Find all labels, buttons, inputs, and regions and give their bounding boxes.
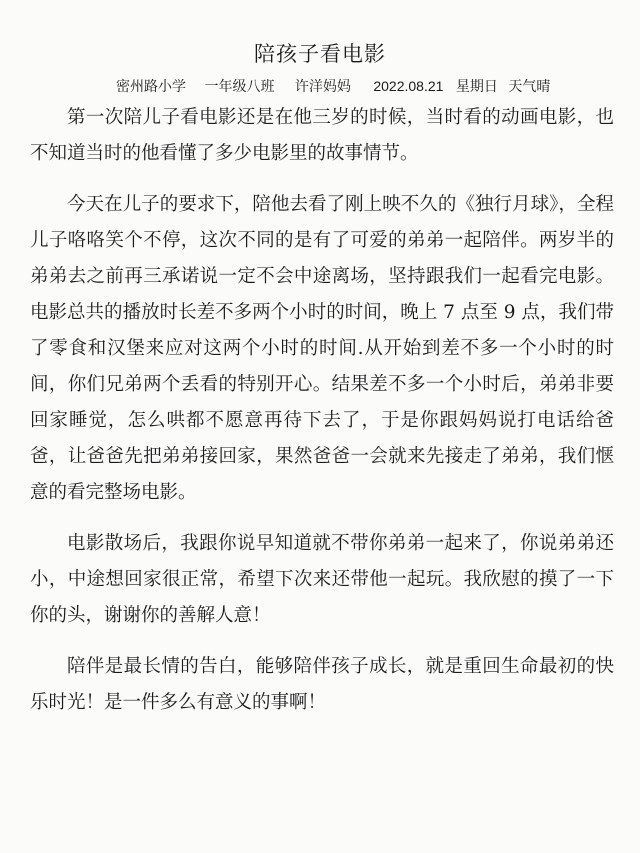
paragraph: 今天在儿子的要求下，陪他去看了刚上映不久的《独行月球》，全程儿子咯咯笑个不停，这次不同的是有了可爱的弟弟一起陪伴。两岁半的弟弟去之前再三承诺说一定不会中途离场，坚持跟我们一起看完电影。电影总共的播放时长差不多两个小时的时间，晚上 7 点至 9 点，我们带了零食和汉堡来应对这两个小时的时间.从开始到差不多一个小时的时间，你们兄弟两个丢看的特别开心。结果差不多一个小时后，弟弟非要回家睡觉，怎么哄都不愿意再待下去了，于是你跟妈妈说打电话给爸爸，让爸爸先把弟弟接回家，果然爸爸一会就来先接走了弟弟，我们惬意的看完整场电影。 [30, 194, 614, 503]
essay-title: 陪孩子看电影 [254, 42, 386, 66]
meta-class: 一年级八班 [204, 79, 275, 95]
meta-school: 密州路小学 [116, 79, 186, 95]
paragraph: 第一次陪儿子看电影还是在他三岁的时候，当时看的动画电影，也不知道当时的他看懂了多少电影里的故事情节。 [30, 107, 614, 164]
meta-weather: 天气晴 [508, 79, 551, 95]
paragraph: 陪伴是最长情的告白，能够陪伴孩子成长，就是重回生命最初的快乐时光！是一件多么有意义的事啊！ [30, 656, 614, 713]
paragraph: 电影散场后，我跟你说早知道就不带你弟弟一起来了，你说弟弟还小，中途想回家很正常，希望下次来还带他一起玩。我欣慰的摸了一下你的头，谢谢你的善解人意！ [30, 533, 614, 626]
meta-date: 2022.08.21 [373, 78, 444, 94]
meta-weekday: 星期日 [455, 79, 498, 95]
essay-meta-line [116, 76, 616, 96]
essay-body [30, 100, 614, 736]
meta-author: 许洋妈妈 [294, 79, 351, 95]
